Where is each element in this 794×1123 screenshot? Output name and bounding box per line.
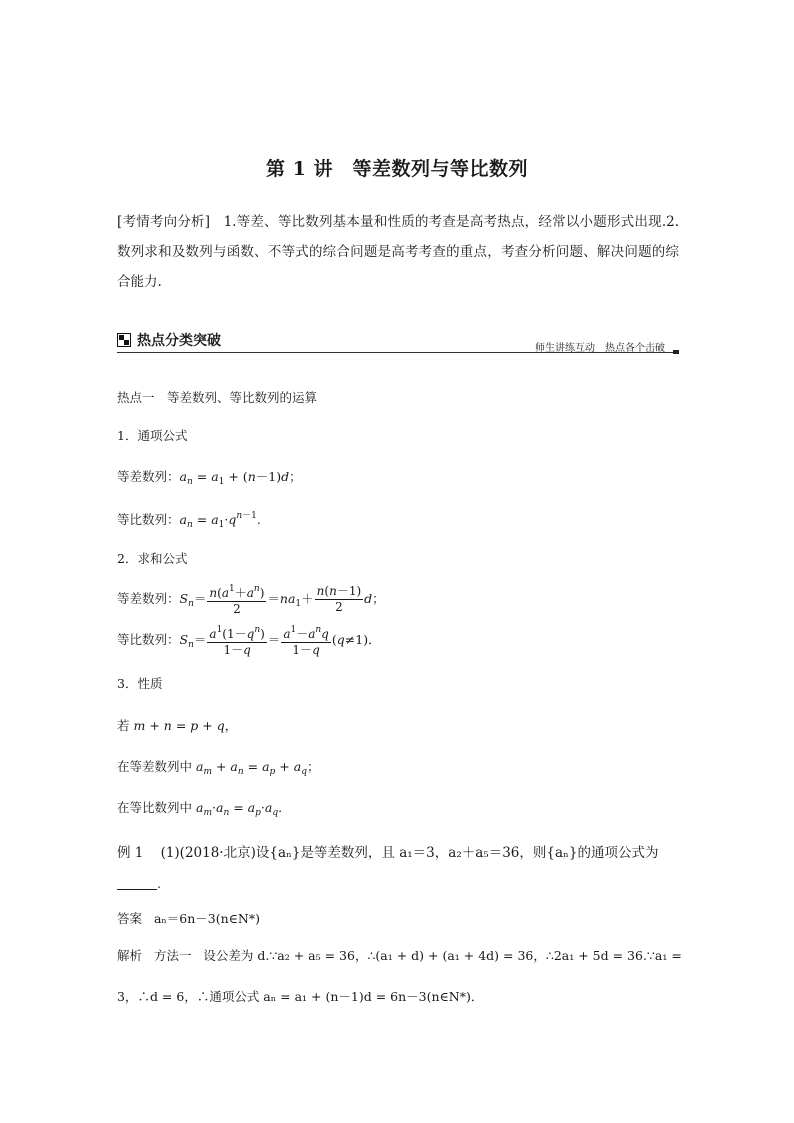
solution-line-1: 解析 方法一 设公差为 d.∵a₂ + a₅ = 36，∴(a₁ + d) + (a₁ + 4d) = 36，∴2a₁ + 5d = 36.∵a₁ = (117, 948, 682, 963)
heading-formula: 1．通项公式 (117, 428, 188, 443)
answer-line (117, 909, 260, 927)
page-title: 第 1 讲 等差数列与等比数列 (266, 158, 528, 180)
answer-text: aₙ＝6n－3(n∈N*) (153, 911, 260, 926)
section-title: 热点分类突破 (137, 333, 221, 349)
arith-sum-formula: 等差数列：$S_n=$ $\frac{n(a^1+a^n)}{2}$ $=na_1+$ $\frac{n(n-1)}{2}$ d； (117, 584, 385, 616)
heading-property: 3．性质 (117, 676, 163, 691)
arith-general-term: 等差数列：$a_n = a_1 + (n-1)d$； (117, 469, 302, 487)
property-arith: 在等差数列中 $a_m + a_n = a_p + a_q$； (117, 759, 320, 777)
geo-sum-formula: 等比数列：$S_n=$ $\frac{a^1(1-q^n)}{1-q}$ ＝ $\frac{a^1-a^nq}{1-q}$ (q≠1)． (117, 625, 381, 657)
example-text: (1)(2018·北京)设{aₙ}是等差数列，且 a₁＝3，a₂＋a₅＝36，则{aₙ}的通项公式为 (160, 845, 659, 861)
example-1 (117, 841, 658, 861)
property-condition: 若 m + n = p + q， (117, 718, 238, 733)
hotspot-title: 热点一 等差数列、等比数列的运算 (117, 390, 318, 405)
answer-label: 答案 (117, 911, 143, 926)
heading-sum: 2．求和公式 (117, 551, 188, 566)
property-geo: 在等比数列中 $a_m\cdot a_n = a_p\cdot a_q$. (117, 800, 283, 818)
section-header (117, 330, 679, 358)
answer-blank: . (117, 876, 161, 891)
solution-method: 方法一 (153, 948, 192, 963)
example-label: 例 1 (117, 845, 144, 861)
analysis-paragraph (117, 207, 679, 297)
geo-general-term: 等比数列：$a_n = a_1\cdot q^{n-1}$. (117, 511, 261, 530)
analysis-label: [考情考向分析] (117, 214, 211, 230)
analysis-text: 1.等差、等比数列基本量和性质的考查是高考热点，经常以小题形式出现.2.数列求和及数列与函数、不等式的综合问题是高考考查的重点，考查分析问题、解决问题的综合能力. (117, 214, 679, 290)
solution-label: 解析 (117, 948, 143, 963)
section-icon (117, 333, 131, 347)
section-rule (117, 352, 679, 353)
solution-line-2: 3，∴d = 6，∴通项公式 aₙ = a₁ + (n－1)d = 6n－3(n∈N*)． (117, 989, 484, 1004)
section-end-mark (673, 350, 679, 354)
section-subtitle: 师生讲练互动 热点各个击破 (535, 343, 665, 354)
